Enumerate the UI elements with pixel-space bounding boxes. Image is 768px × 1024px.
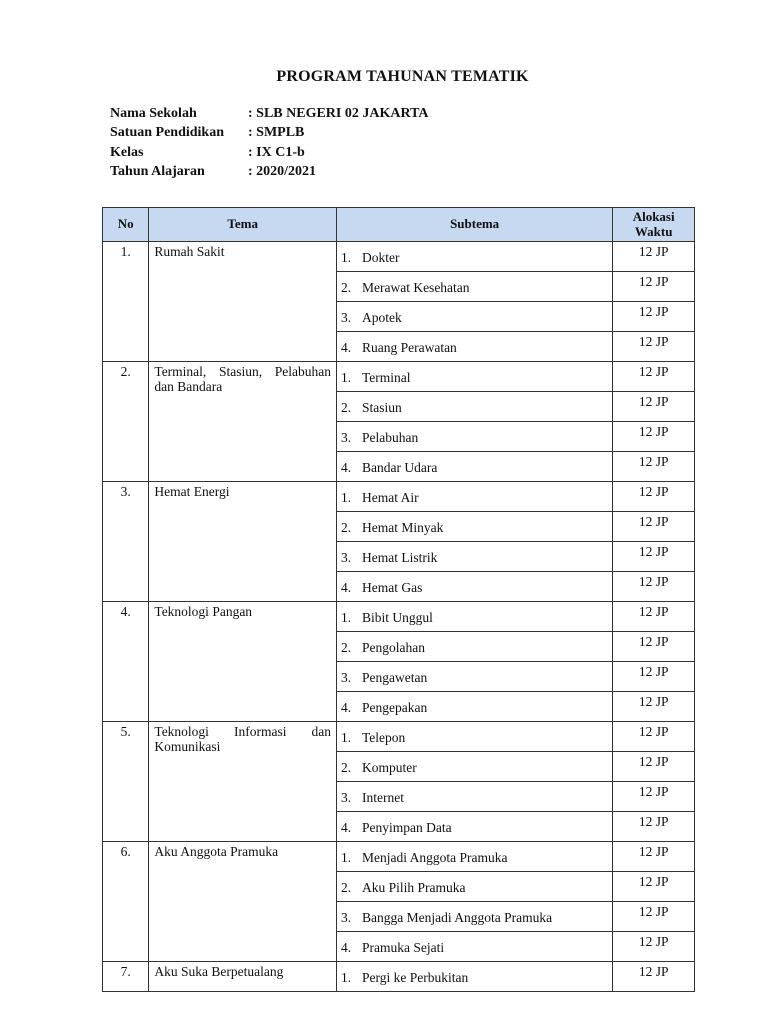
- alokasi-cell: 12 JP: [613, 602, 695, 632]
- alokasi-cell: 12 JP: [613, 752, 695, 782]
- program-table: [102, 207, 695, 992]
- subtema-label: Terminal: [361, 369, 411, 385]
- subtema-cell: [336, 422, 612, 452]
- alokasi-cell: 12 JP: [613, 452, 695, 482]
- alokasi-cell: 12 JP: [613, 392, 695, 422]
- subtema-number: 3.: [340, 669, 352, 685]
- subtema-label: Pengepakan: [361, 699, 428, 715]
- subtema-number: 4.: [340, 459, 352, 475]
- header-tema: Tema: [149, 208, 337, 242]
- subtema-cell: [336, 272, 612, 302]
- subtema-number: 2.: [340, 279, 352, 295]
- info-label: Nama Sekolah: [110, 105, 197, 121]
- info-label: Kelas: [110, 144, 144, 160]
- table-header-row: [103, 208, 695, 242]
- table-row: [103, 842, 695, 872]
- subtema-label: Bibit Unggul: [361, 609, 433, 625]
- info-label: Tahun Alajaran: [110, 164, 205, 180]
- alokasi-cell: 12 JP: [613, 812, 695, 842]
- header-alokasi-line2: Waktu: [634, 223, 673, 239]
- header-alokasi: [613, 208, 695, 242]
- info-row: [110, 104, 429, 124]
- subtema-label: Stasiun: [361, 399, 402, 415]
- subtema-label: Pergi ke Perbukitan: [361, 969, 469, 985]
- info-value: : 2020/2021: [248, 164, 317, 180]
- subtema-cell: [336, 752, 612, 782]
- table-row: [103, 722, 695, 752]
- subtema-label: Hemat Gas: [361, 579, 423, 595]
- subtema-cell: [336, 722, 612, 752]
- tema-cell: Hemat Energi: [149, 482, 337, 602]
- subtema-label: Merawat Kesehatan: [361, 279, 470, 295]
- subtema-number: 4.: [340, 699, 352, 715]
- alokasi-cell: 12 JP: [613, 512, 695, 542]
- alokasi-cell: 12 JP: [613, 962, 695, 992]
- row-number: 2.: [103, 362, 149, 482]
- alokasi-cell: 12 JP: [613, 842, 695, 872]
- row-number: 4.: [103, 602, 149, 722]
- alokasi-cell: 12 JP: [613, 362, 695, 392]
- subtema-cell: [336, 362, 612, 392]
- header-subtema: Subtema: [336, 208, 612, 242]
- header-no: No: [103, 208, 149, 242]
- subtema-number: 2.: [340, 639, 352, 655]
- alokasi-cell: 12 JP: [613, 542, 695, 572]
- tema-cell: Teknologi Pangan: [149, 602, 337, 722]
- subtema-label: Hemat Minyak: [361, 519, 444, 535]
- table-row: [103, 482, 695, 512]
- tema-cell: Teknologi Informasi dan Komunikasi: [149, 722, 337, 842]
- tema-cell: Aku Suka Berpetualang: [149, 962, 337, 992]
- table-row: [103, 362, 695, 392]
- subtema-cell: [336, 692, 612, 722]
- info-row: [110, 124, 429, 144]
- alokasi-cell: 12 JP: [613, 782, 695, 812]
- subtema-label: Internet: [361, 789, 404, 805]
- table-row: [103, 602, 695, 632]
- subtema-cell: [336, 962, 612, 992]
- subtema-cell: [336, 242, 612, 272]
- row-number: 7.: [103, 962, 149, 992]
- subtema-number: 1.: [340, 489, 352, 505]
- subtema-number: 4.: [340, 819, 352, 835]
- info-value: : SLB NEGERI 02 JAKARTA: [248, 105, 429, 121]
- alokasi-cell: 12 JP: [613, 482, 695, 512]
- info-value: : IX C1-b: [248, 144, 305, 160]
- subtema-number: 2.: [340, 759, 352, 775]
- subtema-cell: [336, 392, 612, 422]
- row-number: 3.: [103, 482, 149, 602]
- subtema-number: 2.: [340, 399, 352, 415]
- alokasi-cell: 12 JP: [613, 692, 695, 722]
- subtema-number: 4.: [340, 939, 352, 955]
- row-number: 1.: [103, 242, 149, 362]
- subtema-cell: [336, 902, 612, 932]
- alokasi-cell: 12 JP: [613, 242, 695, 272]
- subtema-number: 4.: [340, 579, 352, 595]
- subtema-number: 4.: [340, 339, 352, 355]
- subtema-cell: [336, 872, 612, 902]
- subtema-number: 2.: [340, 879, 352, 895]
- subtema-cell: [336, 932, 612, 962]
- alokasi-cell: 12 JP: [613, 422, 695, 452]
- tema-cell: Aku Anggota Pramuka: [149, 842, 337, 962]
- table-row: [103, 962, 695, 992]
- subtema-cell: [336, 512, 612, 542]
- subtema-cell: [336, 782, 612, 812]
- subtema-label: Pengolahan: [361, 639, 425, 655]
- row-number: 5.: [103, 722, 149, 842]
- subtema-cell: [336, 632, 612, 662]
- subtema-number: 1.: [340, 729, 352, 745]
- subtema-cell: [336, 842, 612, 872]
- subtema-label: Bandar Udara: [361, 459, 438, 475]
- alokasi-cell: 12 JP: [613, 722, 695, 752]
- subtema-label: Pramuka Sejati: [361, 939, 445, 955]
- alokasi-cell: 12 JP: [613, 932, 695, 962]
- subtema-cell: [336, 482, 612, 512]
- subtema-cell: [336, 662, 612, 692]
- subtema-cell: [336, 602, 612, 632]
- tema-cell: Terminal, Stasiun, Pelabuhan dan Bandara: [149, 362, 337, 482]
- school-info: [110, 104, 429, 182]
- subtema-cell: [336, 452, 612, 482]
- tema-cell: Rumah Sakit: [149, 242, 337, 362]
- subtema-number: 3.: [340, 309, 352, 325]
- subtema-label: Menjadi Anggota Pramuka: [361, 849, 508, 865]
- subtema-number: 1.: [340, 609, 352, 625]
- subtema-cell: [336, 332, 612, 362]
- subtema-label: Komputer: [361, 759, 417, 775]
- header-alokasi-line1: Alokasi: [632, 209, 675, 225]
- subtema-number: 1.: [340, 849, 352, 865]
- subtema-cell: [336, 812, 612, 842]
- alokasi-cell: 12 JP: [613, 572, 695, 602]
- subtema-number: 3.: [340, 429, 352, 445]
- subtema-cell: [336, 542, 612, 572]
- info-row: [110, 143, 429, 163]
- subtema-label: Penyimpan Data: [361, 819, 452, 835]
- subtema-label: Hemat Listrik: [361, 549, 438, 565]
- info-label: Satuan Pendidikan: [110, 125, 224, 141]
- table-row: [103, 242, 695, 272]
- info-row: [110, 163, 429, 183]
- alokasi-cell: 12 JP: [613, 902, 695, 932]
- subtema-number: 2.: [340, 519, 352, 535]
- subtema-label: Aku Pilih Pramuka: [361, 879, 466, 895]
- subtema-number: 3.: [340, 789, 352, 805]
- subtema-number: 1.: [340, 969, 352, 985]
- subtema-label: Telepon: [361, 729, 406, 745]
- subtema-label: Pelabuhan: [361, 429, 419, 445]
- subtema-cell: [336, 302, 612, 332]
- subtema-label: Bangga Menjadi Anggota Pramuka: [361, 909, 553, 925]
- subtema-cell: [336, 572, 612, 602]
- document-title: PROGRAM TAHUNAN TEMATIK: [276, 68, 529, 85]
- subtema-label: Hemat Air: [361, 489, 419, 505]
- row-number: 6.: [103, 842, 149, 962]
- subtema-number: 3.: [340, 549, 352, 565]
- subtema-number: 1.: [340, 249, 352, 265]
- subtema-label: Apotek: [361, 309, 402, 325]
- alokasi-cell: 12 JP: [613, 632, 695, 662]
- info-value: : SMPLB: [248, 125, 305, 141]
- subtema-number: 1.: [340, 369, 352, 385]
- alokasi-cell: 12 JP: [613, 662, 695, 692]
- subtema-number: 3.: [340, 909, 352, 925]
- alokasi-cell: 12 JP: [613, 872, 695, 902]
- alokasi-cell: 12 JP: [613, 272, 695, 302]
- subtema-label: Pengawetan: [361, 669, 428, 685]
- subtema-label: Ruang Perawatan: [361, 339, 457, 355]
- subtema-label: Dokter: [361, 249, 400, 265]
- alokasi-cell: 12 JP: [613, 332, 695, 362]
- alokasi-cell: 12 JP: [613, 302, 695, 332]
